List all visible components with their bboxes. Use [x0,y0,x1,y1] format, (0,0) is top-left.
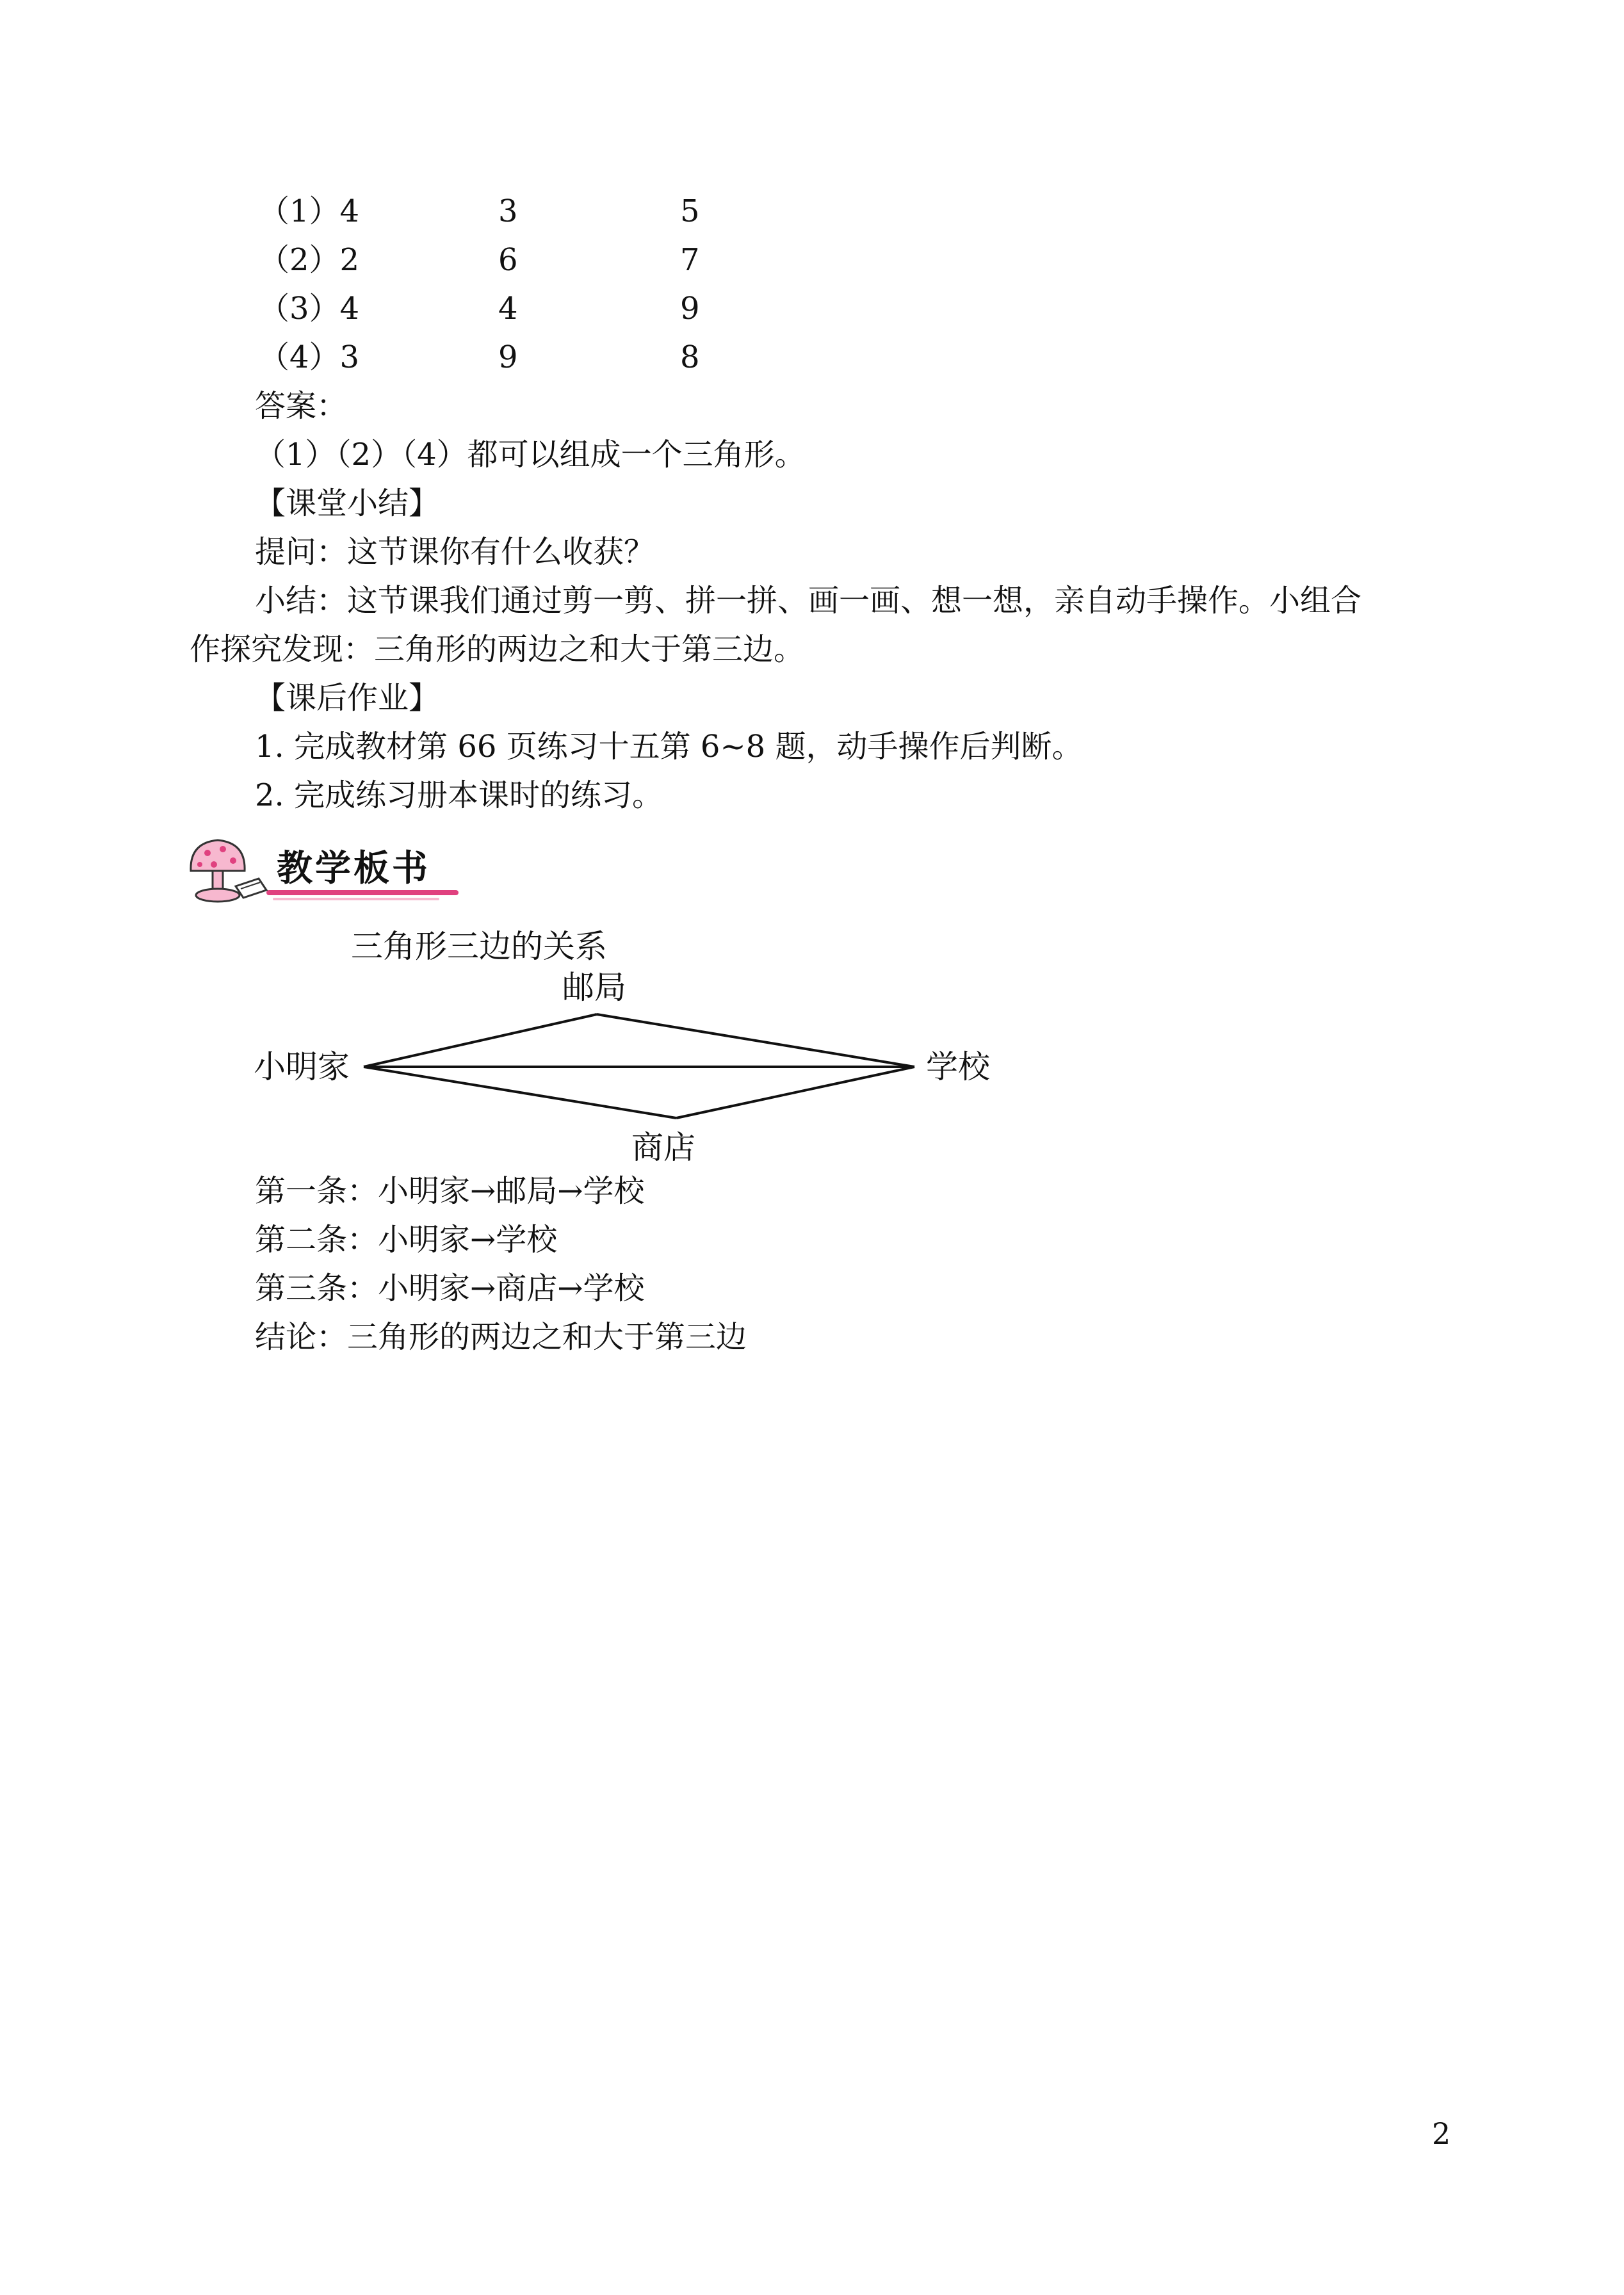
set-1-b: 3 [498,193,518,229]
set-2-a: （2）2 [259,242,360,278]
answer-label: 答案： [255,388,348,424]
set-2-b: 6 [498,242,518,278]
board-heading-badge [177,831,471,914]
edge-home-store [364,1067,676,1118]
edge-post-school [597,1014,914,1067]
summary-line-2: 作探究发现：三角形的两边之和大于第三边。 [190,631,805,667]
set-3-b: 4 [498,291,518,327]
homework-item-2: 2. 完成练习册本课时的练习。 [255,777,663,813]
conclusion: 结论：三角形的两边之和大于第三边 [255,1319,747,1355]
homework-heading: 【课后作业】 [255,680,440,716]
question-text: 提问：这节课你有什么收获？ [255,534,655,570]
set-3-c: 9 [680,291,700,327]
board-title: 教学板书 [277,848,430,889]
set-4-a: （4）3 [259,339,360,375]
diagram-title: 三角形三边的关系 [351,928,607,965]
route-3: 第三条：小明家→商店→学校 [255,1270,645,1306]
answer-text: （1）（2）（4）都可以组成一个三角形。 [255,437,806,473]
set-1-a: （1）4 [259,193,360,229]
page-number: 2 [1432,2116,1451,2151]
summary-heading: 【课堂小结】 [255,485,440,521]
route-1: 第一条：小明家→邮局→学校 [255,1173,645,1209]
lamp-icon [191,840,245,902]
label-school: 学校 [926,1048,990,1085]
set-2-c: 7 [680,242,700,278]
set-4-b: 9 [498,339,518,375]
label-post-office: 邮局 [562,969,626,1006]
book-icon [236,879,266,898]
route-2: 第二条：小明家→学校 [255,1222,558,1258]
summary-line-1: 小结：这节课我们通过剪一剪、拼一拼、画一画、想一想，亲自动手操作。小组合 [255,583,1362,619]
edge-home-post [364,1014,597,1067]
edge-store-school [676,1067,914,1118]
set-4-c: 8 [680,339,700,375]
homework-item-1: 1. 完成教材第 66 页练习十五第 6~8 题，动手操作后判断。 [255,729,1083,765]
label-xiaoming-home: 小明家 [254,1048,350,1085]
set-1-c: 5 [680,193,700,229]
label-store: 商店 [631,1129,695,1166]
set-3-a: （3）4 [259,291,360,327]
